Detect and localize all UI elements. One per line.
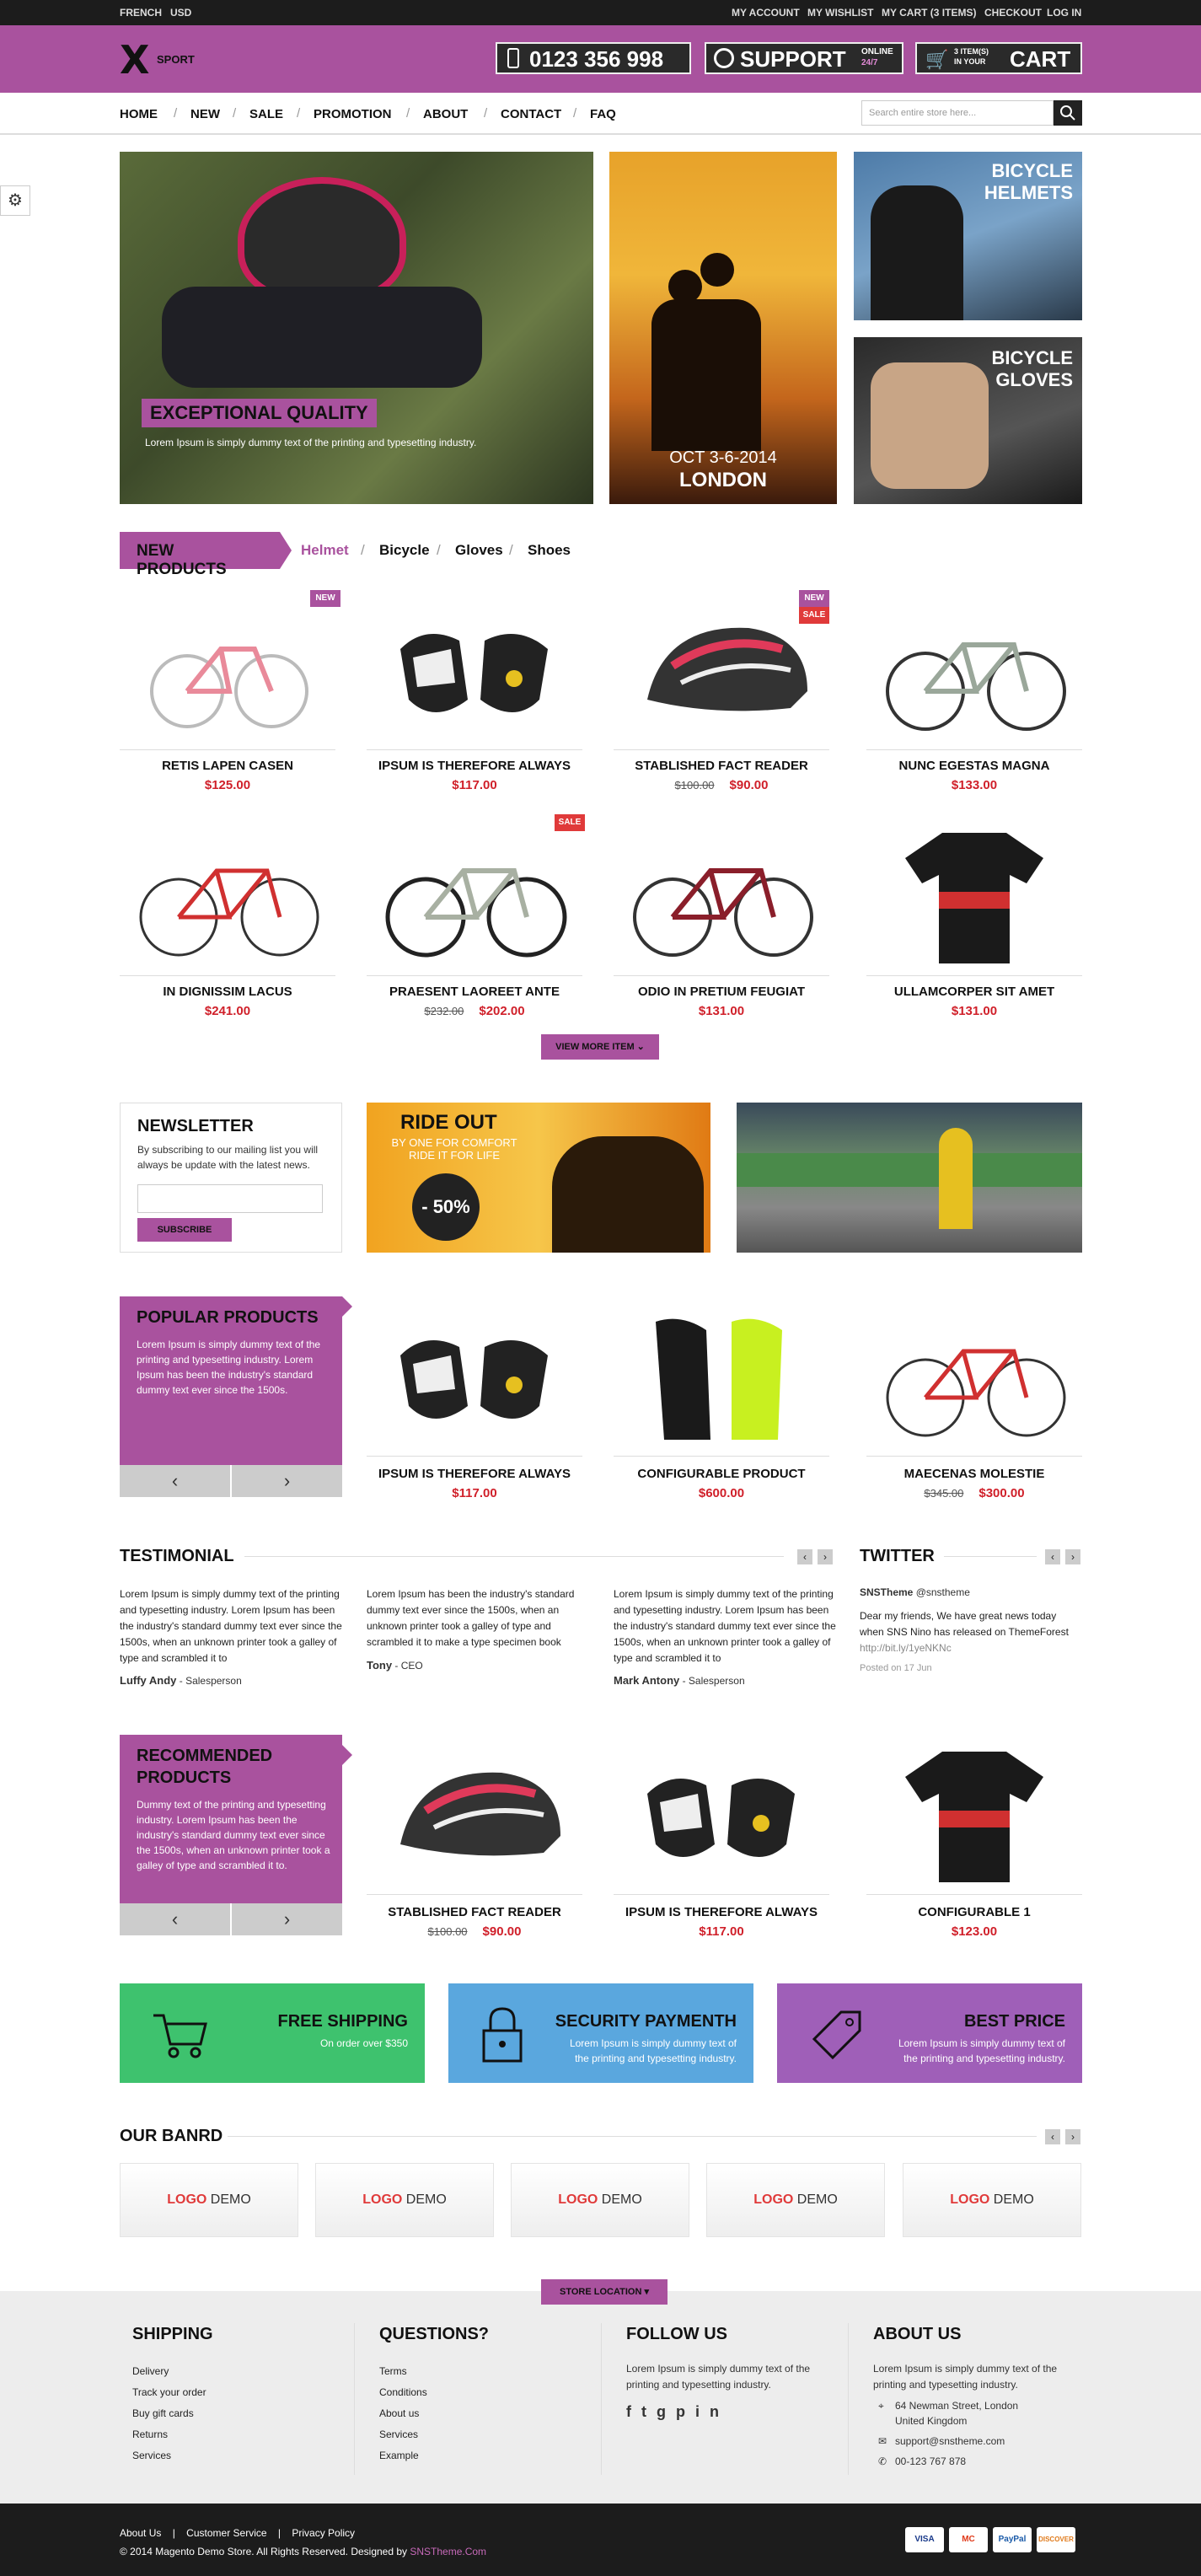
product-price: $117.00 <box>452 1486 497 1500</box>
footer-link[interactable]: Services <box>379 2428 419 2440</box>
product-image-bicycle[interactable] <box>614 816 829 976</box>
product-image-gloves[interactable] <box>614 1296 829 1457</box>
about-us-link[interactable]: About Us <box>120 2527 162 2539</box>
newsletter-text: By subscribing to our mailing list you will always be update with the latest news. <box>137 1144 319 1171</box>
recommended-text: Dummy text of the printing and typesetting industry. Lorem Ipsum has been the industry's standard dummy text ever since the 1500s, when an unknown printer took a galley of type and scrambled it to. <box>137 1799 330 1871</box>
footer-link[interactable]: Example <box>379 2450 419 2461</box>
free-shipping-title: FREE SHIPPING <box>277 2012 408 2031</box>
testimonial-author: Luffy Andy - Salesperson <box>120 1674 242 1687</box>
nav-home[interactable]: HOME <box>120 107 158 121</box>
cart-count: 3 ITEM(S) <box>954 47 989 56</box>
product-image-helmet[interactable] <box>614 590 829 750</box>
brand-logo[interactable]: LOGO DEMO <box>903 2163 1081 2237</box>
brand-logo[interactable]: LOGO DEMO <box>120 2163 298 2237</box>
footer-email[interactable]: ✉ support@snstheme.com <box>878 2435 1005 2447</box>
footer-shipping-title: SHIPPING <box>132 2325 213 2343</box>
testimonial-text: Lorem Ipsum has been the industry's standard dummy text ever since the 1500s, when an unknown printer took a galley of type and scrambled it to make a type specimen book <box>367 1588 575 1648</box>
product-name[interactable]: RETIS LAPEN CASEN <box>162 759 293 773</box>
newsletter-email-input[interactable] <box>137 1184 323 1213</box>
free-shipping-box <box>120 1983 425 2083</box>
product-price: $125.00 <box>204 778 251 792</box>
copyright: © 2014 Magento Demo Store. All Rights Reserved. Designed by SNSTheme.Com <box>120 2546 487 2557</box>
my-cart-link[interactable]: MY CART (3 ITEMS) <box>882 7 977 19</box>
support-online: ONLINE <box>861 47 893 56</box>
product-price: $600.00 <box>698 1486 745 1500</box>
product-image-gloves[interactable] <box>367 590 582 750</box>
main-banner[interactable] <box>120 152 593 504</box>
caret-down-icon: ▾ <box>644 2287 649 2297</box>
testimonial-prev-button[interactable]: ‹ <box>797 1549 812 1564</box>
footer-link[interactable]: Buy gift cards <box>132 2407 194 2419</box>
support-box[interactable] <box>705 42 903 74</box>
cart-label: CART <box>1010 46 1071 72</box>
cart-icon <box>152 2007 211 2061</box>
testimonial-text: Lorem Ipsum is simply dummy text of the printing and typesetting industry. Lorem Ipsum has been the industry's standard dummy text ever since the 1500s, when an unknown printer took a galley of type and scrambled it to <box>614 1588 836 1664</box>
helmets-banner[interactable] <box>854 152 1082 320</box>
product-name[interactable]: STABLISHED FACT READER <box>635 759 808 773</box>
popular-text: Lorem Ipsum is simply dummy text of the printing and typesetting industry. Lorem Ipsum has been the industry's standard dummy text ever since the 1500s. <box>137 1339 321 1396</box>
footer-questions <box>379 2325 582 2466</box>
product-image-helmet[interactable] <box>367 1735 582 1895</box>
footer-about-title: ABOUT US <box>873 2325 962 2343</box>
twitter-title: TWITTER <box>860 1547 935 1565</box>
badge-sale: SALE <box>555 814 585 831</box>
cyclist-image <box>871 185 963 320</box>
footer-about <box>873 2325 1084 2467</box>
twitter-next-button[interactable]: › <box>1065 1549 1080 1564</box>
twitter-prev-button[interactable]: ‹ <box>1045 1549 1060 1564</box>
main-nav: HOME / NEW / SALE / PROMOTION / ABOUT / CONTACT / FAQ <box>0 93 1201 135</box>
cart-box[interactable] <box>915 42 1082 74</box>
recommended-box <box>120 1735 342 1903</box>
product-image-gloves[interactable] <box>614 1735 829 1895</box>
brands-next-button[interactable]: › <box>1065 2129 1080 2144</box>
product-price: $123.00 <box>951 1924 998 1939</box>
cyclists-silhouette-image <box>552 1136 704 1253</box>
footer-link[interactable]: Track your order <box>132 2386 206 2398</box>
testimonial-author: Mark Antony - Salesperson <box>614 1674 745 1687</box>
checkout-link[interactable]: CHECKOUT <box>984 7 1042 19</box>
product-name[interactable]: ULLAMCORPER SIT AMET <box>893 985 1055 999</box>
ride-out-title: RIDE OUT <box>400 1111 497 1134</box>
tweet-date: Posted on 17 Jun <box>860 1663 932 1673</box>
google-plus-icon[interactable]: g <box>657 2403 676 2420</box>
footer-shipping <box>132 2325 335 2466</box>
support-label: SUPPORT <box>740 46 846 72</box>
recommended-title-2: PRODUCTS <box>137 1768 232 1787</box>
phone-number: 0123 356 998 <box>529 46 664 72</box>
view-more-button[interactable]: VIEW MORE ITEM ⌄ <box>541 1034 659 1060</box>
footer-follow-text: Lorem Ipsum is simply dummy text of the printing and typesetting industry. <box>626 2363 811 2391</box>
product-price: $131.00 <box>951 1004 998 1018</box>
event-banner[interactable] <box>609 152 837 504</box>
product-price: $100.00 $90.00 <box>674 778 769 792</box>
bottom-links: About Us | Customer Service | Privacy Policy <box>120 2527 356 2539</box>
product-image-jersey[interactable] <box>866 816 1082 976</box>
store-location-button[interactable]: STORE LOCATION ▾ <box>541 2279 668 2305</box>
language-switcher[interactable]: FRENCH <box>120 7 162 19</box>
security-payment-box <box>448 1983 753 2083</box>
product-name[interactable]: ODIO IN PRETIUM FEUGIAT <box>637 985 806 999</box>
best-price-box <box>777 1983 1082 2083</box>
product-name[interactable]: CONFIGURABLE 1 <box>918 1905 1031 1919</box>
new-products-title: NEW PRODUCTS <box>120 532 280 569</box>
tab-gloves[interactable]: Gloves <box>455 542 503 558</box>
event-city: LONDON <box>679 469 767 491</box>
twitter-icon[interactable]: t <box>641 2403 657 2420</box>
brand-logo[interactable]: LOGO DEMO <box>511 2163 689 2237</box>
search-input[interactable]: Search entire store here... <box>861 100 1054 126</box>
search-icon <box>1054 100 1082 126</box>
product-image-bicycle[interactable] <box>120 590 335 750</box>
mastercard-icon: MC <box>949 2527 988 2552</box>
gloves-banner[interactable] <box>854 337 1082 504</box>
customer-service-link[interactable]: Customer Service <box>186 2527 267 2539</box>
lifebuoy-icon <box>714 48 734 68</box>
free-shipping-text: On order over $350 <box>319 2037 408 2049</box>
product-name[interactable]: IPSUM IS THEREFORE ALWAYS <box>625 1905 818 1919</box>
newsletter-box <box>120 1103 342 1253</box>
footer-link[interactable]: Delivery <box>132 2365 169 2377</box>
product-name[interactable]: IPSUM IS THEREFORE ALWAYS <box>378 759 571 773</box>
product-image-bicycle[interactable] <box>367 816 582 976</box>
badge-new: NEW <box>799 590 829 607</box>
brands-title: OUR BANRD <box>120 2127 223 2145</box>
visa-icon: VISA <box>905 2527 944 2552</box>
security-payment-text: Lorem Ipsum is simply dummy text of the printing and typesetting industry. <box>569 2037 737 2064</box>
my-account-link[interactable]: MY ACCOUNT <box>732 7 800 19</box>
popular-box <box>120 1296 342 1465</box>
recommended-next-button[interactable]: › <box>232 1903 342 1935</box>
event-date: OCT 3-6-2014 <box>669 448 777 467</box>
subscribe-button[interactable]: SUBSCRIBE <box>137 1218 232 1242</box>
glove-image <box>871 362 989 489</box>
testimonial-next-button[interactable]: › <box>818 1549 833 1564</box>
crowd-image <box>737 1153 1082 1187</box>
settings-gear-icon[interactable]: ⚙ <box>0 185 30 216</box>
cyclist-image <box>939 1128 973 1229</box>
footer-follow <box>626 2325 828 2421</box>
search-button[interactable] <box>1054 100 1082 126</box>
product-price: $133.00 <box>951 778 998 792</box>
social-icons <box>626 2403 828 2421</box>
product-name[interactable]: IPSUM IS THEREFORE ALWAYS <box>378 1467 571 1481</box>
footer-link[interactable]: Returns <box>132 2428 169 2440</box>
pinterest-icon[interactable]: p <box>676 2403 695 2420</box>
product-name[interactable]: PRAESENT LAOREET ANTE <box>389 985 560 999</box>
rider-body-image <box>162 287 482 388</box>
product-price: $232.00 $202.00 <box>424 1004 525 1018</box>
banner-text: Lorem Ipsum is simply dummy text of the printing and typesetting industry. <box>145 437 477 448</box>
nav-new[interactable]: NEW <box>190 107 220 121</box>
badge-new: NEW <box>310 590 340 607</box>
privacy-policy-link[interactable]: Privacy Policy <box>292 2527 356 2539</box>
testimonial-title: TESTIMONIAL <box>120 1547 234 1565</box>
brands-prev-button[interactable]: ‹ <box>1045 2129 1060 2144</box>
tweet-link[interactable]: http://bit.ly/1yeNKNc <box>860 1642 952 1654</box>
my-wishlist-link[interactable]: MY WISHLIST <box>807 7 874 19</box>
tweet-text: Dear my friends, We have great news today when SNS Nino has released on ThemeForest <box>860 1610 1069 1638</box>
product-name[interactable]: CONFIGURABLE PRODUCT <box>637 1467 806 1481</box>
top-bar <box>0 0 1201 25</box>
nav-promotion[interactable]: PROMOTION <box>314 107 392 121</box>
discover-icon: DISCOVER <box>1037 2527 1075 2552</box>
logo[interactable]: X <box>120 37 150 83</box>
envelope-icon: ✉ <box>878 2435 887 2447</box>
product-price: $117.00 <box>452 778 497 792</box>
tab-shoes[interactable]: Shoes <box>528 542 571 558</box>
tab-bicycle[interactable]: Bicycle <box>379 542 430 558</box>
cart-in-your: IN YOUR <box>954 57 986 66</box>
banner-title: EXCEPTIONAL QUALITY <box>142 399 377 427</box>
price-tag-icon <box>807 2005 866 2064</box>
helmets-title: BICYCLE HELMETS <box>984 160 1073 203</box>
twitter-user: SNSTheme @snstheme <box>860 1586 970 1598</box>
ride-out-sub: BY ONE FOR COMFORT RIDE IT FOR LIFE <box>391 1136 517 1162</box>
footer-follow-title: FOLLOW US <box>626 2325 727 2343</box>
nav-contact[interactable]: CONTACT <box>501 107 562 121</box>
testimonial-author: Tony - CEO <box>367 1659 423 1672</box>
map-pin-icon: ⌖ <box>878 2400 884 2412</box>
product-name[interactable]: MAECENAS MOLESTIE <box>903 1467 1045 1481</box>
linkedin-icon[interactable]: in <box>695 2403 729 2420</box>
product-price: $345.00 $300.00 <box>924 1486 1025 1500</box>
chevron-down-icon: ⌄ <box>636 1042 645 1052</box>
product-price: $117.00 <box>699 1924 744 1939</box>
facebook-icon[interactable]: f <box>626 2403 641 2420</box>
discount-badge: - 50% <box>412 1173 480 1241</box>
product-image-bicycle[interactable] <box>866 590 1082 750</box>
paypal-icon: PayPal <box>993 2527 1032 2552</box>
footer-link[interactable]: Services <box>132 2450 172 2461</box>
testimonial-text: Lorem Ipsum is simply dummy text of the printing and typesetting industry. Lorem Ipsum has been the industry's standard dummy text ever since the 1500s, when an unknown printer took a galley of type and scrambled it to <box>120 1588 342 1664</box>
product-name[interactable]: NUNC EGESTAS MAGNA <box>898 759 1050 773</box>
product-price: $100.00 $90.00 <box>427 1924 522 1939</box>
product-price: $131.00 <box>698 1004 745 1018</box>
footer-about-text: Lorem Ipsum is simply dummy text of the printing and typesetting industry. <box>873 2363 1058 2391</box>
gloves-title: BICYCLE GLOVES <box>991 347 1073 390</box>
nav-faq[interactable]: FAQ <box>590 107 616 121</box>
logo-text: SPORT <box>157 53 195 66</box>
footer-address: ⌖ 64 Newman Street, London United Kingdom <box>878 2400 1019 2427</box>
footer-questions-title: QUESTIONS? <box>379 2325 490 2343</box>
designer-link[interactable]: SNSTheme.Com <box>410 2546 487 2557</box>
support-hours: 24/7 <box>861 58 878 67</box>
currency-switcher[interactable]: USD <box>170 7 192 19</box>
footer-link[interactable]: About us <box>379 2407 420 2419</box>
badge-sale: SALE <box>799 607 829 624</box>
security-payment-title: SECURITY PAYMENTH <box>555 2012 737 2031</box>
footer-link[interactable]: Conditions <box>379 2386 427 2398</box>
product-name[interactable]: STABLISHED FACT READER <box>388 1905 561 1919</box>
nav-about[interactable]: ABOUT <box>423 107 469 121</box>
best-price-text: Lorem Ipsum is simply dummy text of the printing and typesetting industry. <box>898 2037 1065 2064</box>
footer-link[interactable]: Terms <box>379 2365 407 2377</box>
product-name[interactable]: IN DIGNISSIM LACUS <box>163 985 292 999</box>
cart-icon: 🛒 <box>925 49 949 70</box>
product-image-bicycle[interactable] <box>866 1296 1082 1457</box>
nav-sale[interactable]: SALE <box>249 107 284 121</box>
rider-helmet-image <box>238 177 406 303</box>
login-link[interactable]: LOG IN <box>1047 7 1082 19</box>
ride-out-banner[interactable] <box>367 1103 710 1253</box>
popular-next-button[interactable]: › <box>232 1465 342 1497</box>
race-banner[interactable] <box>737 1103 1082 1253</box>
phone-box[interactable] <box>496 42 691 74</box>
recommended-title: RECOMMENDED <box>137 1747 273 1765</box>
phone-icon: ✆ <box>878 2455 887 2467</box>
product-image-gloves[interactable] <box>367 1296 582 1457</box>
tab-helmet[interactable]: Helmet <box>301 542 349 558</box>
recommended-prev-button[interactable]: ‹ <box>120 1903 230 1935</box>
phone-icon <box>507 48 519 68</box>
best-price-title: BEST PRICE <box>963 2012 1065 2031</box>
brand-logo[interactable]: LOGO DEMO <box>315 2163 494 2237</box>
footer-phone: ✆ 00-123 767 878 <box>878 2455 967 2467</box>
newsletter-title: NEWSLETTER <box>137 1117 254 1135</box>
brand-logo[interactable]: LOGO DEMO <box>706 2163 885 2237</box>
lock-icon <box>477 2005 528 2064</box>
product-image-bicycle[interactable] <box>120 816 335 976</box>
popular-prev-button[interactable]: ‹ <box>120 1465 230 1497</box>
product-price: $241.00 <box>204 1004 251 1018</box>
product-image-jersey[interactable] <box>866 1735 1082 1895</box>
couple-silhouette-image <box>651 299 761 451</box>
popular-title: POPULAR PRODUCTS <box>137 1308 319 1327</box>
